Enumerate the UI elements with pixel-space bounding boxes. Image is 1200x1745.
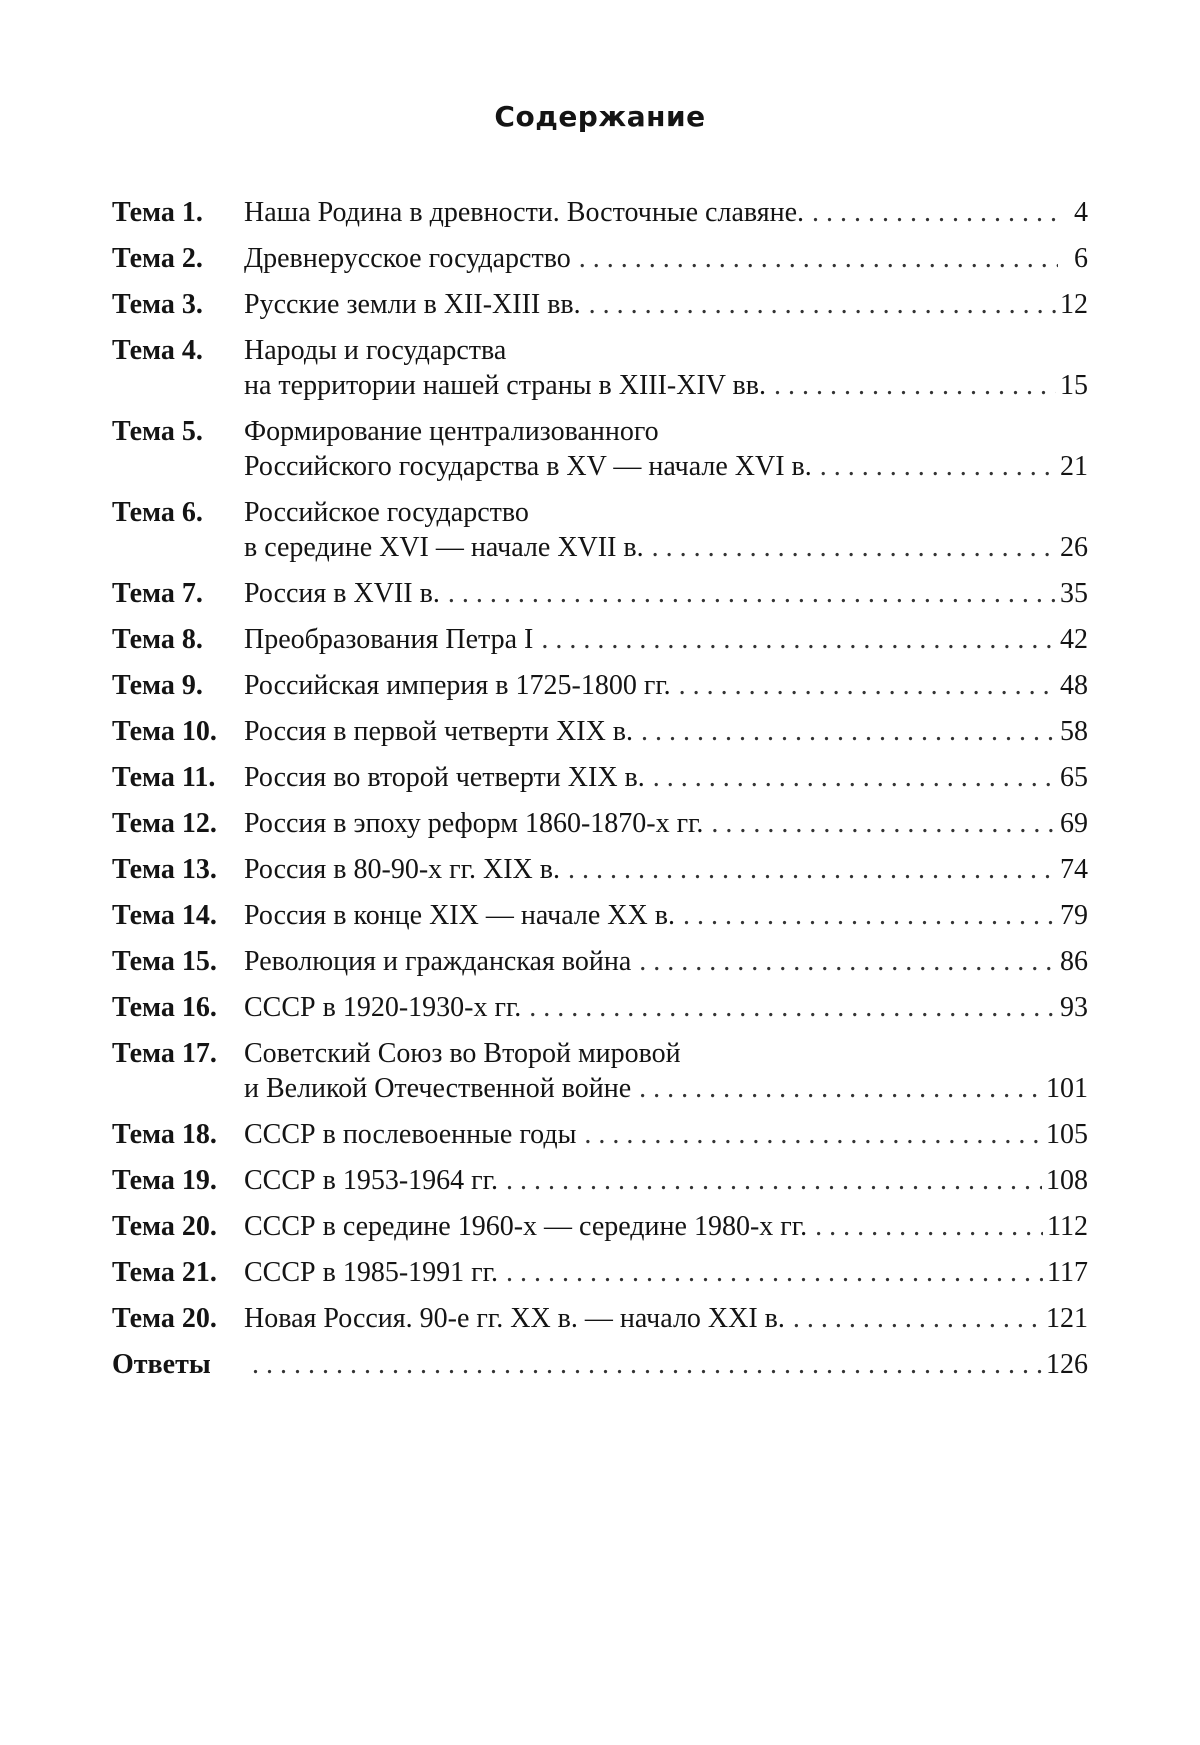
toc-entry-page-number: 93 [1060, 992, 1088, 1023]
toc-entry-page-number: 35 [1060, 578, 1088, 609]
toc-entry-page-number: 12 [1060, 289, 1088, 320]
toc-entry-body [244, 760, 1088, 795]
toc-entry-body [244, 806, 1088, 841]
toc-entry-line [244, 990, 1088, 1025]
toc-entry [112, 622, 1088, 657]
toc-entry-line [244, 449, 1088, 484]
toc-entry-label: Тема 12. [112, 808, 217, 839]
toc-entry [112, 287, 1088, 322]
toc-entry-title: Новая Россия. 90-е гг. XX в. — начало XXI в. [244, 1303, 785, 1334]
toc-entry-label: Тема 21. [112, 1257, 217, 1288]
toc-entry-label: Тема 1. [112, 197, 203, 228]
toc-entry-body [244, 576, 1088, 611]
toc-entry-body [244, 1209, 1088, 1244]
toc-entry-line [244, 760, 1088, 795]
toc-entry-title: Российская империя в 1725-1800 гг. [244, 670, 671, 701]
toc-entry [112, 414, 1088, 484]
toc-entry-line [244, 944, 1088, 979]
toc-entry-body [244, 1163, 1088, 1198]
toc-entry-title: в середине XVI — начале XVII в. [244, 532, 644, 563]
toc-entry-page-number: 105 [1046, 1119, 1088, 1150]
toc-entry-page-number: 74 [1060, 854, 1088, 885]
toc-entry-title: СССР в 1920-1930-х гг. [244, 992, 522, 1023]
toc-entry-page-number: 48 [1060, 670, 1088, 701]
toc-entry-line [244, 195, 1088, 230]
toc-entry [112, 1036, 1088, 1106]
toc-entry [112, 1347, 1088, 1382]
toc-entry [112, 333, 1088, 403]
toc-entry-label: Тема 19. [112, 1165, 217, 1196]
toc-entry-title: Советский Союз во Второй мировой [244, 1038, 681, 1069]
toc-entry-line [244, 622, 1088, 657]
toc-entry-page-number: 15 [1060, 370, 1088, 401]
toc-entry-page-number: 112 [1047, 1211, 1088, 1242]
toc-entry-page-number: 4 [1074, 197, 1088, 228]
dot-leader [568, 852, 1056, 887]
toc-entry-page-number: 6 [1074, 243, 1088, 274]
toc-entry-line [244, 1255, 1088, 1290]
toc-entry-line [244, 530, 1088, 565]
toc-entry-title: Россия в конце XIX — начале XX в. [244, 900, 675, 931]
toc-entry-body [244, 714, 1088, 749]
toc-entry-label: Тема 20. [112, 1211, 217, 1242]
toc-entry-body [244, 944, 1088, 979]
toc-entry [112, 990, 1088, 1025]
toc-entry-page-number: 108 [1046, 1165, 1088, 1196]
toc-entry-title: Преобразования Петра I [244, 624, 534, 655]
toc-entry-label: Тема 17. [112, 1038, 217, 1069]
toc-entry-title: Наша Родина в древности. Восточные славяне. [244, 197, 805, 228]
toc-entry-line [244, 852, 1088, 887]
toc-entry-line [244, 1036, 1088, 1071]
toc-entry-page-number: 101 [1046, 1073, 1088, 1104]
toc-entry-label: Тема 2. [112, 243, 203, 274]
dot-leader [641, 714, 1056, 749]
toc-entry-line [244, 287, 1088, 322]
table-of-contents [112, 195, 1088, 1393]
toc-entry-label: Тема 20. [112, 1303, 217, 1334]
toc-entry-body [244, 1301, 1088, 1336]
toc-entry-title: и Великой Отечественной войне [244, 1073, 632, 1104]
toc-entry [112, 241, 1088, 276]
toc-entry-label: Тема 14. [112, 900, 217, 931]
toc-entry-line [244, 1301, 1088, 1336]
toc-entry-title: Формирование централизованного [244, 416, 659, 447]
dot-leader [793, 1301, 1042, 1336]
toc-entry-body [244, 287, 1088, 322]
toc-entry-line [244, 714, 1088, 749]
dot-leader [652, 530, 1056, 565]
toc-entry-page-number: 86 [1060, 946, 1088, 977]
toc-entry [112, 668, 1088, 703]
toc-entry-label: Тема 7. [112, 578, 203, 609]
toc-entry-label: Тема 10. [112, 716, 217, 747]
toc-entry-title: на территории нашей страны в XIII-XIV вв. [244, 370, 766, 401]
dot-leader [448, 576, 1056, 611]
toc-entry-label: Тема 15. [112, 946, 217, 977]
toc-entry [112, 576, 1088, 611]
toc-entry-label: Тема 18. [112, 1119, 217, 1150]
toc-entry-line [244, 414, 1088, 449]
toc-entry-label: Тема 6. [112, 497, 203, 528]
toc-entry-body [244, 495, 1088, 565]
toc-entry-title: Россия во второй четверти XIX в. [244, 762, 645, 793]
toc-entry-line [244, 1347, 1088, 1382]
dot-leader [541, 622, 1056, 657]
toc-entry-page-number: 79 [1060, 900, 1088, 931]
toc-entry-label: Тема 9. [112, 670, 203, 701]
dot-leader [579, 241, 1058, 276]
toc-entry-label: Тема 13. [112, 854, 217, 885]
toc-entry-body [244, 898, 1088, 933]
dot-leader [774, 368, 1056, 403]
toc-entry-page-number: 42 [1060, 624, 1088, 655]
dot-leader [506, 1255, 1043, 1290]
toc-entry [112, 1255, 1088, 1290]
toc-entry [112, 806, 1088, 841]
toc-entry-page-number: 21 [1060, 451, 1088, 482]
toc-entry-body [244, 241, 1088, 276]
toc-entry-line [244, 1071, 1088, 1106]
toc-entry-label: Тема 11. [112, 762, 216, 793]
dot-leader [683, 898, 1056, 933]
toc-entry-line [244, 806, 1088, 841]
toc-entry-line [244, 333, 1088, 368]
toc-entry-body [244, 1117, 1088, 1152]
toc-entry-label: Тема 5. [112, 416, 203, 447]
toc-entry-body [244, 1255, 1088, 1290]
toc-entry-line [244, 241, 1088, 276]
toc-entry-page-number: 126 [1046, 1349, 1088, 1380]
dot-leader [711, 806, 1056, 841]
toc-entry-title: Россия в эпоху реформ 1860-1870-х гг. [244, 808, 704, 839]
toc-entry-line [244, 898, 1088, 933]
toc-entry [112, 760, 1088, 795]
toc-entry-line [244, 1209, 1088, 1244]
toc-entry-body [244, 333, 1088, 403]
toc-entry [112, 714, 1088, 749]
toc-entry [112, 195, 1088, 230]
toc-entry-label: Тема 8. [112, 624, 203, 655]
dot-leader [252, 1347, 1042, 1382]
toc-entry-page-number: 26 [1060, 532, 1088, 563]
toc-entry-title: Россия в первой четверти XIX в. [244, 716, 634, 747]
toc-entry-page-number: 58 [1060, 716, 1088, 747]
toc-entry-page-number: 69 [1060, 808, 1088, 839]
toc-entry-page-number: 65 [1060, 762, 1088, 793]
toc-entry-body [244, 1347, 1088, 1382]
toc-entry-line [244, 1163, 1088, 1198]
dot-leader [529, 990, 1056, 1025]
toc-entry-title: Россия в 80-90-х гг. XIX в. [244, 854, 560, 885]
toc-entry-label: Ответы [112, 1349, 211, 1380]
toc-entry-page-number: 117 [1047, 1257, 1088, 1288]
dot-leader [812, 195, 1058, 230]
toc-entry-title: Русские земли в XII-XIII вв. [244, 289, 581, 320]
toc-entry-title: СССР в середине 1960-х — середине 1980-х гг. [244, 1211, 808, 1242]
toc-entry [112, 1209, 1088, 1244]
dot-leader [639, 944, 1056, 979]
toc-entry-body [244, 852, 1088, 887]
dot-leader [584, 1117, 1042, 1152]
toc-entry-title: СССР в 1985-1991 гг. [244, 1257, 498, 1288]
toc-entry-body [244, 668, 1088, 703]
toc-entry-title: Россия в XVII в. [244, 578, 440, 609]
toc-entry-body [244, 1036, 1088, 1106]
dot-leader [589, 287, 1056, 322]
toc-entry-title: Древнерусское государство [244, 243, 571, 274]
toc-entry-title: Революция и гражданская война [244, 946, 632, 977]
toc-entry-title: СССР в 1953-1964 гг. [244, 1165, 498, 1196]
toc-entry-title: Народы и государства [244, 335, 507, 366]
toc-entry [112, 852, 1088, 887]
toc-entry-title: СССР в послевоенные годы [244, 1119, 577, 1150]
toc-entry [112, 1163, 1088, 1198]
toc-entry-line [244, 495, 1088, 530]
toc-entry [112, 1117, 1088, 1152]
dot-leader [815, 1209, 1043, 1244]
toc-entry-label: Тема 16. [112, 992, 217, 1023]
page-title: Содержание [494, 100, 706, 133]
toc-entry-page-number: 121 [1046, 1303, 1088, 1334]
dot-leader [506, 1163, 1042, 1198]
toc-entry [112, 1301, 1088, 1336]
toc-entry [112, 944, 1088, 979]
toc-entry-line [244, 576, 1088, 611]
toc-entry [112, 495, 1088, 565]
toc-entry-line [244, 368, 1088, 403]
toc-entry-body [244, 195, 1088, 230]
toc-entry-line [244, 668, 1088, 703]
toc-entry-label: Тема 3. [112, 289, 203, 320]
toc-entry-label: Тема 4. [112, 335, 203, 366]
toc-entry-body [244, 414, 1088, 484]
dot-leader [820, 449, 1056, 484]
toc-entry-body [244, 990, 1088, 1025]
toc-entry-line [244, 1117, 1088, 1152]
toc-entry-body [244, 622, 1088, 657]
toc-entry-title: Российское государство [244, 497, 529, 528]
toc-entry-title: Российского государства в XV — начале XVI в. [244, 451, 812, 482]
toc-entry [112, 898, 1088, 933]
dot-leader [679, 668, 1056, 703]
dot-leader [653, 760, 1056, 795]
dot-leader [639, 1071, 1042, 1106]
